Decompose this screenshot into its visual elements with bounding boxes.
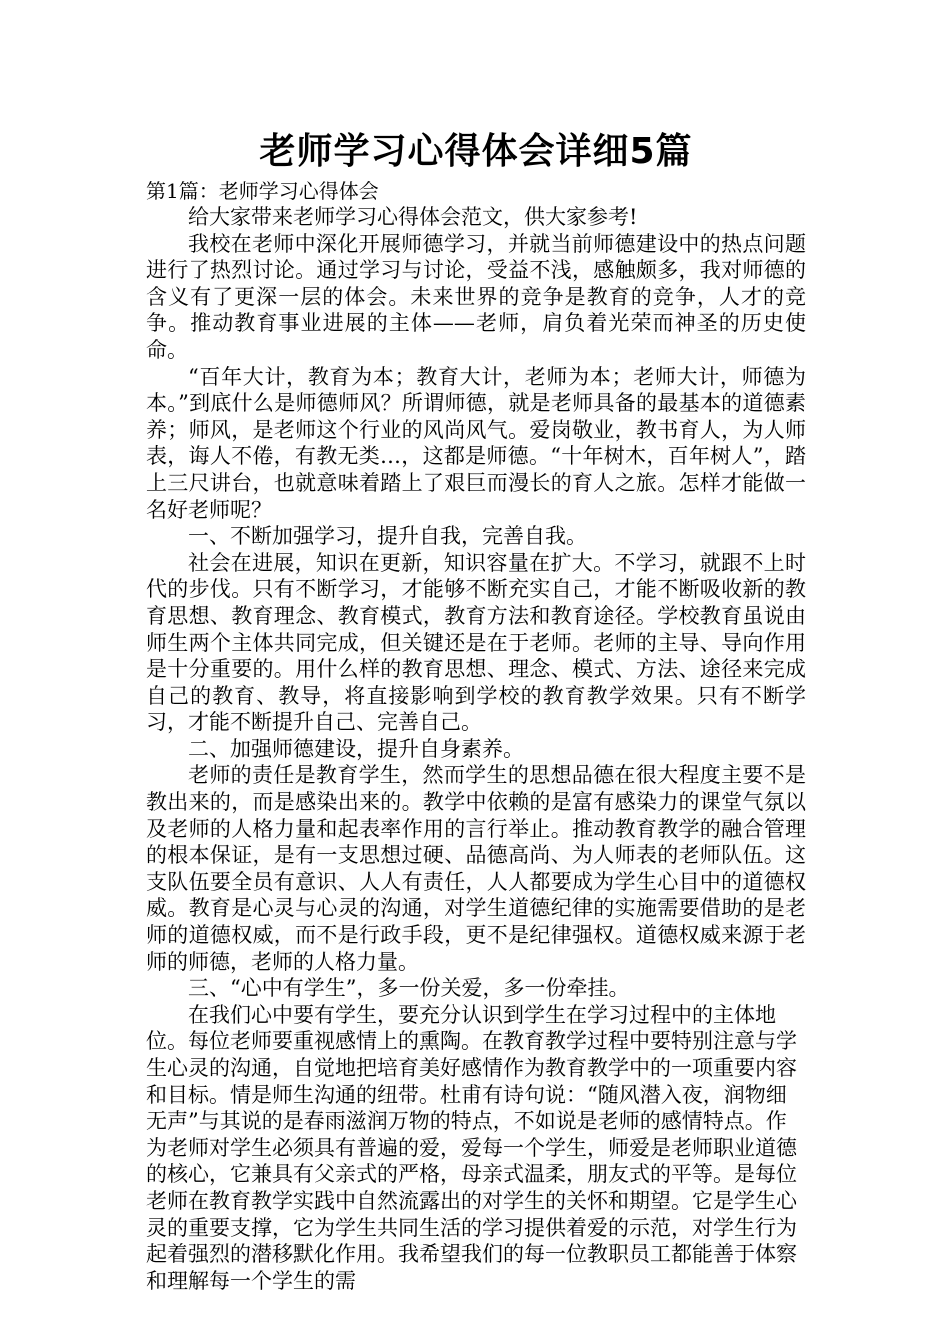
subheading-paragraph: 一、不断加强学习，提升自我，完善自我。 [188,524,587,549]
body-paragraph: 在我们心中要有学生，要充分认识到学生在学习过程中的主体地位。每位老师要重视感情上的熏陶。在教育教学过程中要特别注意与学生心灵的沟通，自觉地把培育美好感情作为教育教学中的一项重要内容和目标。情是师生沟通的纽带。杜甫有诗句说：“随风潜入夜，润物细无声”与其说的是春雨滋润万物的特点，不如说是老师的感情特点。作为老师对学生必须具有普遍的爱，爱每一个学生，师爱是老师职业道德的核心，它兼具有父亲式的严格，母亲式温柔，朋友式的平等。是每位老师在教育教学实践中自然流露出的对学生的关怀和期望。它是学生心灵的重要支撑，它为学生共同生活的学习提供着爱的示范，对学生行为起着强烈的潜移默化作用。我希望我们的每一位教职员工都能善于体察和理解每一个学生的需 [146,1002,797,1293]
document-title: 老师学习心得体会详细5篇 [259,131,693,172]
document-page [146,128,806,1294]
body-paragraph: 社会在进展，知识在更新，知识容量在扩大。不学习，就跟不上时代的步伐。只有不断学习，才能够不断充实自己，才能不断吸收新的教育思想、教育理念、教育模式，教育方法和教育途径。学校教育虽说由师生两个主体共同完成，但关键还是在于老师。老师的主导、导向作用是十分重要的。用什么样的教育思想、理念、模式、方法、途径来完成自己的教育、教导，将直接影响到学校的教育教学效果。只有不断学习，才能不断提升自己、完善自己。 [146,550,806,735]
section-heading: 第1篇：老师学习心得体会 [146,179,379,203]
subheading-paragraph: 三、“心中有学生”，多一份关爱，多一份牵挂。 [188,976,630,1001]
body-paragraph: “百年大计，教育为本；教育大计，老师为本；老师大计，师德为本。”到底什么是师德师风？所谓师德，就是老师具备的最基本的道德素养；师风，是老师这个行业的风尚风气。爱岗敬业，教书育人，为人师表，诲人不倦，有教无类…，这都是师德。“十年树木，百年树人”，踏上三尺讲台，也就意味着踏上了艰巨而漫长的育人之旅。怎样才能做一名好老师呢？ [146,364,806,522]
body-paragraph: 老师的责任是教育学生，然而学生的思想品德在很大程度主要不是教出来的，而是感染出来的。教学中依赖的是富有感染力的课堂气氛以及老师的人格力量和起表率作用的言行举止。推动教育教学的融合管理的根本保证，是有一支思想过硬、品德高尚、为人师表的老师队伍。这支队伍要全员有意识、人人有责任，人人都要成为学生心目中的道德权威。教育是心灵与心灵的沟通，对学生道德纪律的实施需要借助的是老师的道德权威，而不是行政手段，更不是纪律强权。道德权威来源于老师的师德，老师的人格力量。 [146,763,806,974]
body-paragraph: 我校在老师中深化开展师德学习，并就当前师德建设中的热点问题进行了热烈讨论。通过学习与讨论，受益不浅，感触颇多，我对师德的含义有了更深一层的体会。未来世界的竞争是教育的竞争，人才的竞争。推动教育事业进展的主体——老师，肩负着光荣而神圣的历史使命。 [146,231,806,362]
intro-paragraph: 给大家带来老师学习心得体会范文，供大家参考! [188,205,638,229]
subheading-paragraph: 二、加强师德建设，提升自身素养。 [188,736,524,761]
